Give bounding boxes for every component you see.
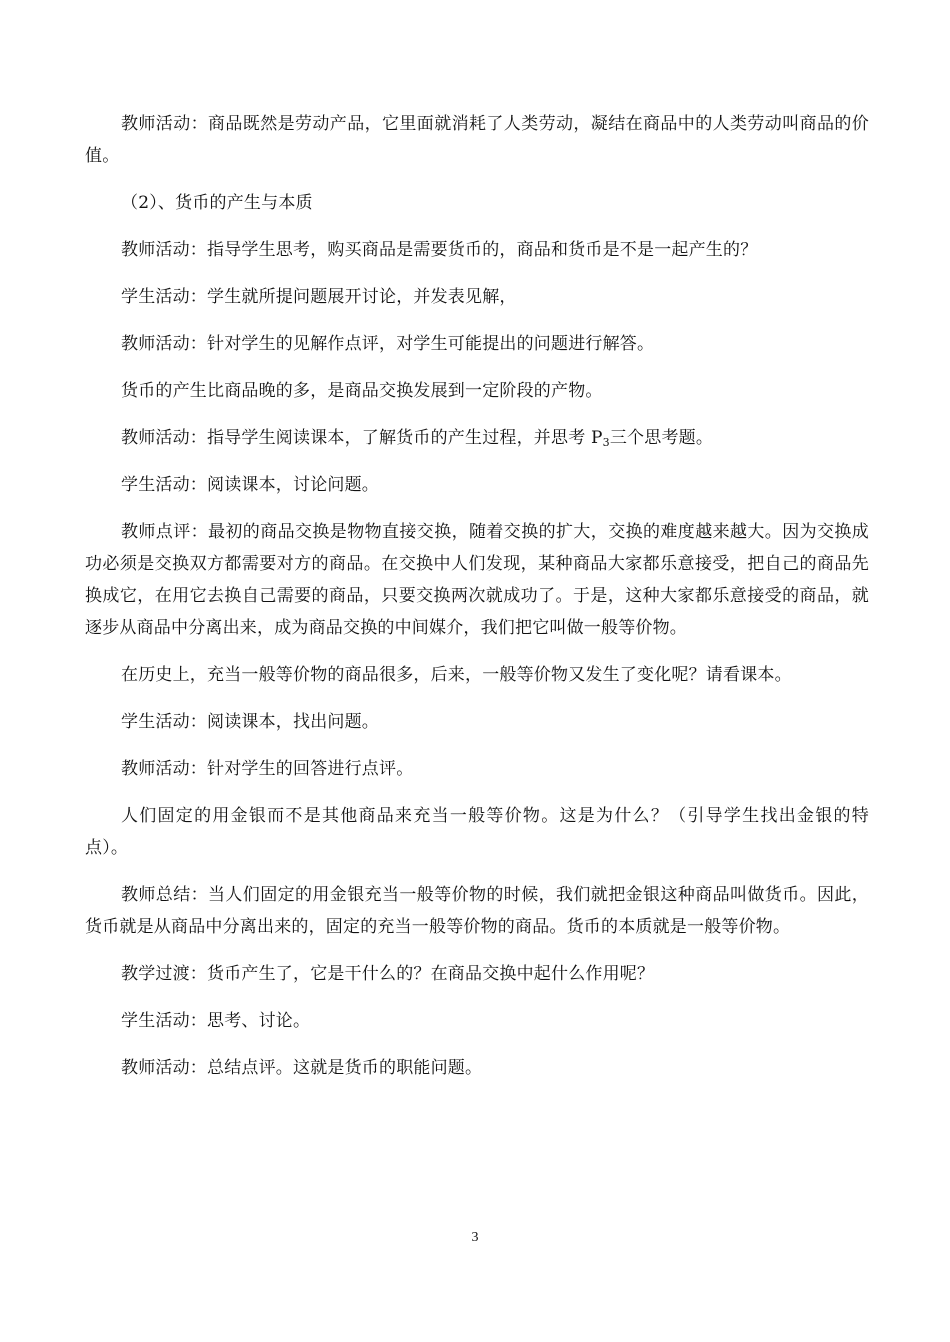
paragraph-student-reading: 学生活动：阅读课本，讨论问题。 (121, 475, 379, 495)
paragraph-teacher-value: 教师活动：商品既然是劳动产品，它里面就消耗了人类劳动，凝结在商品中的人类劳动叫商品的价值。 (85, 114, 869, 166)
paragraph-student-discussion: 学生活动：学生就所提问题展开讨论，并发表见解， (121, 287, 517, 307)
page-subscript: 3 (602, 436, 610, 449)
paragraph-teacher-review: 教师点评：最初的商品交换是物物直接交换，随着交换的扩大，交换的难度越来越大。因为交换成功必须是交换双方都需要对方的商品。在交换中人们发现，某种商品大家都乐意接受，把自己的商品先换成它，在用它去换自己需要的商品，只要交换两次就成功了。于是，这种大家都乐意接受的商品，就逐步从商品中分离出来，成为商品交换的中间媒介，我们把它叫做一般等价物。 (85, 522, 869, 638)
paragraph-gold-silver-question: 人们固定的用金银而不是其他商品来充当一般等价物。这是为什么？（引导学生找出金银的特点）。 (85, 806, 869, 858)
reading-guide-text-after: 三个思考题。 (609, 428, 714, 448)
paragraph-teacher-comment: 教师活动：针对学生的见解作点评，对学生可能提出的问题进行解答。 (121, 334, 655, 354)
paragraph-teacher-guide-question: 教师活动：指导学生思考，购买商品是需要货币的，商品和货币是不是一起产生的？ (121, 240, 758, 260)
paragraph-teacher-final-summary: 教师活动：总结点评。这就是货币的职能问题。 (121, 1058, 483, 1078)
paragraph-history-equivalent: 在历史上，充当一般等价物的商品很多，后来，一般等价物又发生了变化呢？请看课本。 (121, 665, 792, 685)
page-body (85, 108, 869, 1099)
paragraph-teacher-summary: 教师总结：当人们固定的用金银充当一般等价物的时候，我们就把金银这种商品叫做货币。因此，货币就是从商品中分离出来的，固定的充当一般等价物的商品。货币的本质就是一般等价物。 (85, 885, 869, 937)
paragraph-teaching-transition: 教学过渡：货币产生了，它是干什么的？在商品交换中起什么作用呢？ (121, 964, 655, 984)
paragraph-student-think: 学生活动：思考、讨论。 (121, 1011, 311, 1031)
paragraph-money-later: 货币的产生比商品晚的多，是商品交换发展到一定阶段的产物。 (121, 381, 603, 401)
reading-guide-text-before: 教师活动：指导学生阅读课本，了解货币的产生过程，并思考 P (121, 428, 603, 448)
page-number: 3 (471, 1230, 479, 1245)
paragraph-student-find-question: 学生活动：阅读课本，找出问题。 (121, 712, 379, 732)
paragraph-teacher-answer-review: 教师活动：针对学生的回答进行点评。 (121, 759, 414, 779)
paragraph-teacher-reading-guide (85, 422, 869, 454)
section-heading-money-origin: （2）、货币的产生与本质 (121, 193, 313, 213)
